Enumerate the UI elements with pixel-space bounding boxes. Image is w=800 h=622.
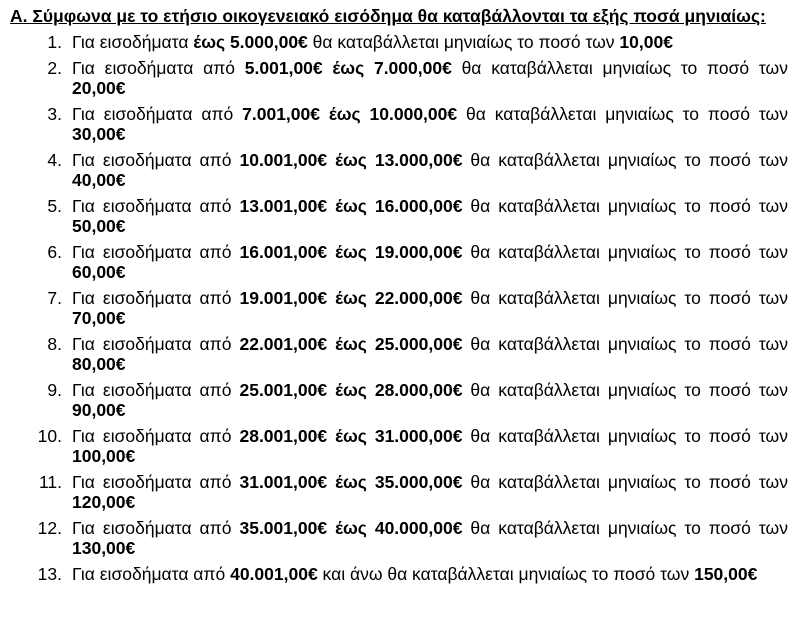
income-range: 25.001,00€ έως 28.000,00€: [239, 379, 463, 400]
monthly-amount: 40,00€: [72, 170, 126, 190]
item-prefix: Για εισοδήματα από: [72, 103, 243, 124]
monthly-amount: 80,00€: [72, 354, 126, 374]
item-middle: και άνω θα καταβάλλεται μηνιαίως το ποσό των: [317, 563, 695, 584]
item-prefix: Για εισοδήματα από: [72, 563, 231, 584]
item-text: [72, 104, 788, 145]
monthly-amount: 90,00€: [72, 400, 126, 420]
monthly-amount: 30,00€: [72, 124, 126, 144]
list-item: [10, 32, 788, 53]
item-middle: θα καταβάλλεται μηνιαίως το ποσό των: [462, 241, 788, 262]
monthly-amount: 50,00€: [72, 216, 126, 236]
list-item: [10, 426, 788, 467]
item-middle: θα καταβάλλεται μηνιαίως το ποσό των: [462, 471, 788, 492]
item-text: [72, 32, 788, 53]
list-item: [10, 564, 788, 585]
item-text: [72, 518, 788, 559]
item-number: 6.: [47, 241, 62, 262]
list-item: [10, 150, 788, 191]
item-prefix: Για εισοδήματα από: [72, 471, 240, 492]
monthly-amount: 120,00€: [72, 492, 136, 512]
item-prefix: Για εισοδήματα από: [72, 195, 240, 216]
monthly-amount: 70,00€: [72, 308, 126, 328]
item-middle: θα καταβάλλεται μηνιαίως το ποσό των: [451, 57, 788, 78]
income-range: 19.001,00€ έως 22.000,00€: [239, 287, 463, 308]
income-range: 7.001,00€ έως 10.000,00€: [242, 103, 458, 124]
item-number: 10.: [37, 425, 62, 446]
item-prefix: Για εισοδήματα από: [72, 57, 245, 78]
item-text: [72, 334, 788, 375]
item-middle: θα καταβάλλεται μηνιαίως το ποσό των: [462, 149, 788, 170]
item-number: 13.: [37, 563, 62, 584]
income-range: 40.001,00€: [230, 563, 318, 584]
item-prefix: Για εισοδήματα από: [72, 517, 240, 538]
item-text: [72, 472, 788, 513]
item-middle: θα καταβάλλεται μηνιαίως το ποσό των: [462, 287, 788, 308]
item-number: 12.: [37, 517, 62, 538]
list-item: [10, 518, 788, 559]
income-range: 35.001,00€ έως 40.000,00€: [239, 517, 463, 538]
amount-list: [10, 32, 788, 584]
monthly-amount: 130,00€: [72, 538, 136, 558]
list-item: [10, 196, 788, 237]
item-text: [72, 288, 788, 329]
item-prefix: Για εισοδήματα από: [72, 425, 240, 446]
income-range: 31.001,00€ έως 35.000,00€: [239, 471, 463, 492]
item-middle: θα καταβάλλεται μηνιαίως το ποσό των: [457, 103, 788, 124]
item-number: 1.: [47, 32, 62, 52]
list-item: [10, 288, 788, 329]
item-number: 4.: [47, 149, 62, 170]
monthly-amount: 20,00€: [72, 78, 126, 98]
item-number: 11.: [38, 471, 62, 492]
item-number: 8.: [47, 333, 62, 354]
list-item: [10, 334, 788, 375]
item-text: [72, 196, 788, 237]
item-text: [72, 150, 788, 191]
item-prefix: Για εισοδήματα από: [72, 149, 240, 170]
item-number: 5.: [47, 195, 62, 216]
item-text: [72, 242, 788, 283]
item-middle: θα καταβάλλεται μηνιαίως το ποσό των: [307, 32, 620, 52]
monthly-amount: 60,00€: [72, 262, 126, 282]
item-text: [72, 58, 788, 99]
income-range: έως 5.000,00€: [193, 32, 308, 52]
section-heading: Α. Σύμφωνα με το ετήσιο οικογενειακό εισόδημα θα καταβάλλονται τα εξής ποσά μηνιαίως:: [10, 6, 766, 26]
list-item: [10, 104, 788, 145]
monthly-amount: 150,00€: [694, 563, 758, 584]
item-number: 7.: [47, 287, 62, 308]
item-number: 9.: [47, 379, 62, 400]
income-range: 16.001,00€ έως 19.000,00€: [239, 241, 463, 262]
item-prefix: Για εισοδήματα από: [72, 287, 240, 308]
income-range: 13.001,00€ έως 16.000,00€: [239, 195, 463, 216]
item-prefix: Για εισοδήματα από: [72, 333, 240, 354]
item-middle: θα καταβάλλεται μηνιαίως το ποσό των: [462, 333, 788, 354]
item-middle: θα καταβάλλεται μηνιαίως το ποσό των: [462, 425, 788, 446]
item-text: [72, 564, 788, 585]
item-text: [72, 426, 788, 467]
item-number: 2.: [47, 57, 62, 78]
income-range: 10.001,00€ έως 13.000,00€: [239, 149, 463, 170]
list-item: [10, 242, 788, 283]
item-middle: θα καταβάλλεται μηνιαίως το ποσό των: [462, 195, 788, 216]
income-range: 5.001,00€ έως 7.000,00€: [244, 57, 452, 78]
income-range: 22.001,00€ έως 25.000,00€: [239, 333, 463, 354]
item-middle: θα καταβάλλεται μηνιαίως το ποσό των: [462, 517, 788, 538]
list-item: [10, 58, 788, 99]
item-prefix: Για εισοδήματα: [72, 32, 194, 52]
item-middle: θα καταβάλλεται μηνιαίως το ποσό των: [462, 379, 788, 400]
list-item: [10, 380, 788, 421]
item-number: 3.: [47, 103, 62, 124]
item-prefix: Για εισοδήματα από: [72, 241, 240, 262]
list-item: [10, 472, 788, 513]
item-prefix: Για εισοδήματα από: [72, 379, 240, 400]
monthly-amount: 10,00€: [619, 32, 673, 52]
item-text: [72, 380, 788, 421]
income-range: 28.001,00€ έως 31.000,00€: [239, 425, 463, 446]
monthly-amount: 100,00€: [72, 446, 136, 466]
